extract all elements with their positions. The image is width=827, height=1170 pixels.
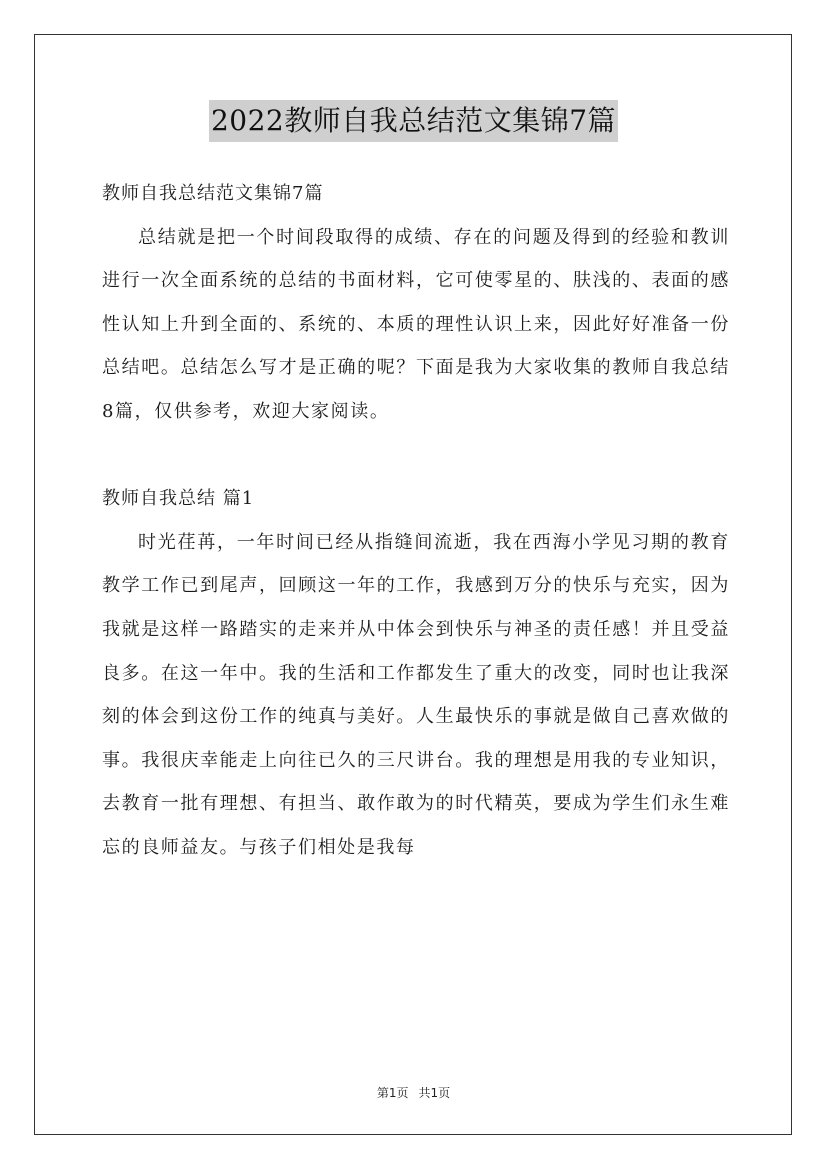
intro-paragraph: 总结就是把一个时间段取得的成绩、存在的问题及得到的经验和教训进行一次全面系统的总结的书面材料，它可使零星的、肤浅的、表面的感性认知上升到全面的、系统的、本质的理性认识上来，因此好好准备一份总结吧。总结怎么写才是正确的呢？下面是我为大家收集的教师自我总结8篇，仅供参考，欢迎大家阅读。 <box>102 226 730 422</box>
page-number-total: 共1页 <box>418 1086 451 1100</box>
document-subtitle: 教师自我总结范文集锦7篇 <box>102 183 324 204</box>
page-footer <box>0 1084 827 1101</box>
section-heading: 教师自我总结 篇1 <box>102 488 255 510</box>
document-title: 2022教师自我总结范文集锦7篇 <box>209 100 618 142</box>
section-paragraph: 时光荏苒，一年时间已经从指缝间流逝，我在西海小学见习期的教育教学工作已到尾声，回顾这一年的工作，我感到万分的快乐与充实，因为我就是这样一路踏实的走来并从中体会到快乐与神圣的责任感！并且受益良多。在这一年中。我的生活和工作都发生了重大的改变，同时也让我深刻的体会到这份工作的纯真与美好。人生最快乐的事就是做自己喜欢做的事。我很庆幸能走上向往已久的三尺讲台。我的理想是用我的专业知识，去教育一批有理想、有担当、敢作敢为的时代精英，要成为学生们永生难忘的良师益友。与孩子们相处是我每 <box>102 531 730 858</box>
document-body <box>102 172 730 870</box>
paragraph-gap <box>102 434 730 478</box>
page-number-current: 第1页 <box>376 1086 409 1100</box>
title-container <box>0 100 827 142</box>
